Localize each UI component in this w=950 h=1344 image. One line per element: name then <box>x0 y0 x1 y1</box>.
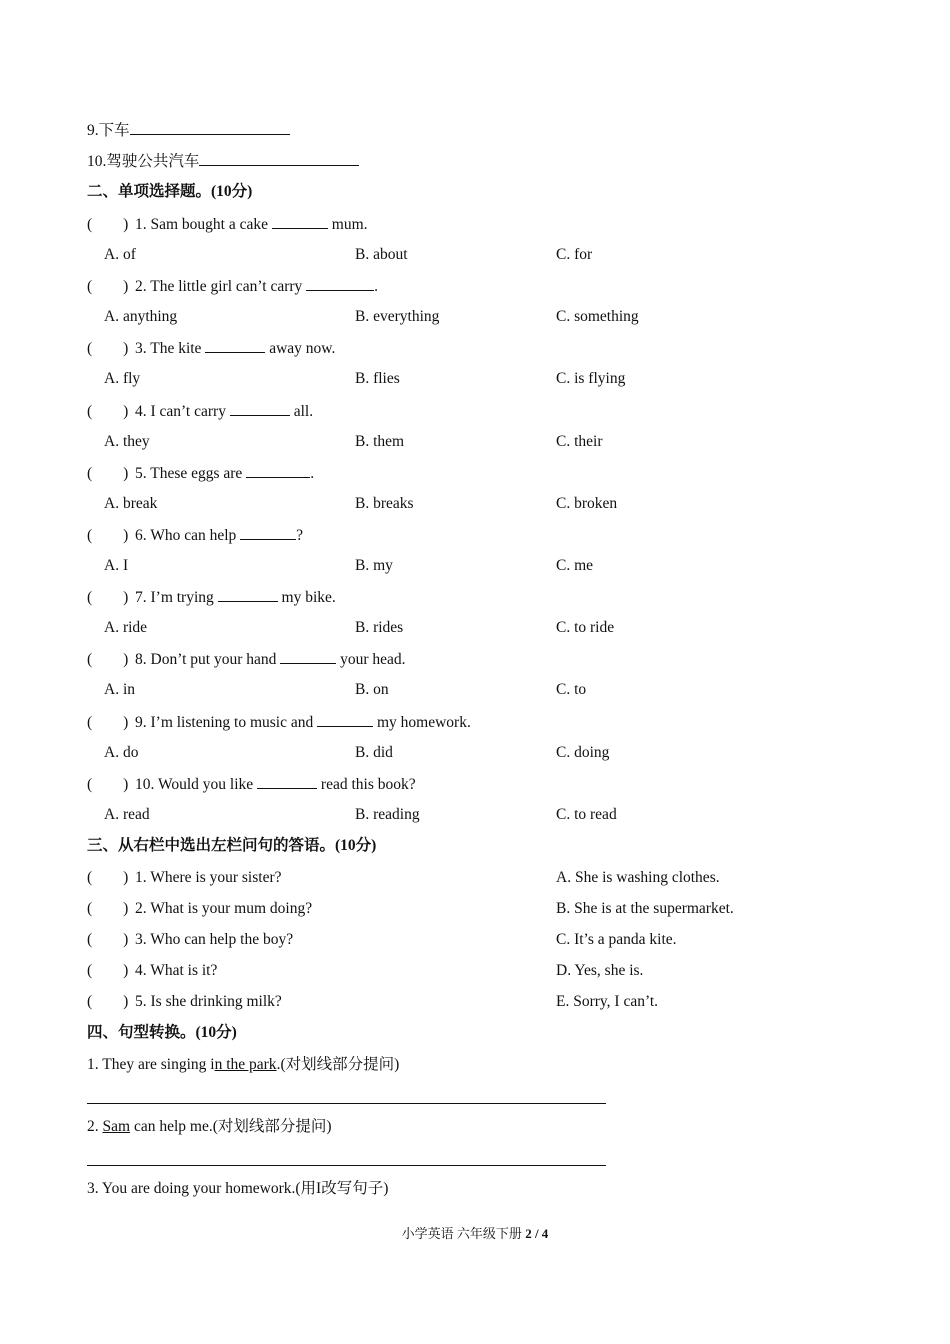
question-10 <box>87 774 416 795</box>
answer-paren[interactable]: ( ) <box>87 713 129 731</box>
question-text: 5. These eggs are <box>135 464 247 482</box>
question-text: all. <box>289 402 314 420</box>
option-c: C. to <box>556 681 587 699</box>
question-blank <box>272 214 328 229</box>
answer-blank[interactable] <box>130 120 290 135</box>
section-3-title: 三、从右栏中选出左栏问句的答语。(10分) <box>87 837 377 854</box>
option-c: C. to ride <box>556 619 615 637</box>
question-9 <box>87 712 471 733</box>
vocab-item-9 <box>87 120 290 141</box>
transform-item-1 <box>87 1055 399 1075</box>
section-4-title: 四、句型转换。(10分) <box>87 1024 237 1041</box>
question-text: 1. Where is your sister? <box>135 869 282 886</box>
question-1 <box>87 214 368 235</box>
option-a: A. do <box>104 743 139 761</box>
option-a: A. they <box>104 432 150 450</box>
answer-paren[interactable]: ( ) <box>87 931 129 949</box>
vocab-label: 10.驾驶公共汽车 <box>87 153 200 170</box>
option-a: A. in <box>104 681 135 699</box>
item-text: can help me.(对划线部分提问) <box>130 1118 332 1135</box>
option-c: C. me <box>556 557 594 574</box>
question-5 <box>87 463 314 484</box>
transform-item-2 <box>87 1117 332 1137</box>
matching-answer: C. It’s a panda kite. <box>556 931 677 949</box>
question-blank <box>218 587 278 602</box>
question-text: ? <box>296 527 304 544</box>
option-b: B. on <box>355 681 389 699</box>
answer-paren[interactable]: ( ) <box>87 651 129 669</box>
option-a: A. read <box>104 805 150 823</box>
option-b: B. about <box>355 246 408 263</box>
answer-paren[interactable]: ( ) <box>87 993 129 1011</box>
question-text: . <box>310 464 315 482</box>
question-blank <box>317 712 373 727</box>
answer-paren[interactable]: ( ) <box>87 464 129 482</box>
question-text: 3. The kite <box>135 340 206 358</box>
option-c: C. to read <box>556 805 617 823</box>
question-4 <box>87 401 313 422</box>
option-b: B. rides <box>355 619 404 637</box>
question-text: my homework. <box>373 713 471 731</box>
question-blank <box>230 401 290 416</box>
question-text: 8. Don’t put your hand <box>135 651 281 669</box>
option-a: A. fly <box>104 370 141 388</box>
matching-question-3 <box>87 930 293 950</box>
matching-answer: B. She is at the supermarket. <box>556 900 734 918</box>
question-text: 3. Who can help the boy? <box>135 931 294 949</box>
question-blank <box>280 649 336 664</box>
answer-paren[interactable]: ( ) <box>87 278 129 296</box>
question-blank <box>257 774 317 789</box>
item-text: 1. They are singing i <box>87 1056 215 1073</box>
question-7 <box>87 587 336 608</box>
footer-text: 小学英语 六年级下册 <box>401 1226 526 1241</box>
question-text: 6. Who can help <box>135 527 241 544</box>
question-text: read this book? <box>317 775 416 793</box>
answer-line[interactable] <box>87 1165 606 1166</box>
answer-paren[interactable]: ( ) <box>87 402 129 420</box>
question-blank <box>205 338 265 353</box>
question-blank <box>306 276 374 291</box>
question-text: . <box>374 278 379 296</box>
answer-paren[interactable]: ( ) <box>87 775 129 793</box>
option-b: B. breaks <box>355 494 414 512</box>
answer-paren[interactable]: ( ) <box>87 527 129 544</box>
answer-paren[interactable]: ( ) <box>87 900 129 918</box>
question-text: my bike. <box>277 589 336 607</box>
answer-line[interactable] <box>87 1103 606 1104</box>
option-a: A. anything <box>104 308 178 326</box>
question-text: 4. What is it? <box>135 962 218 980</box>
option-b: B. did <box>355 743 393 761</box>
answer-paren[interactable]: ( ) <box>87 962 129 980</box>
question-text: 5. Is she drinking milk? <box>135 993 282 1011</box>
question-8 <box>87 649 406 670</box>
question-text: 10. Would you like <box>135 775 258 793</box>
matching-answer: A. She is washing clothes. <box>556 869 720 886</box>
question-blank <box>240 525 296 540</box>
option-c: C. something <box>556 308 639 326</box>
item-text: .(对划线部分提问) <box>276 1056 400 1073</box>
vocab-item-10 <box>87 151 359 172</box>
item-text: 2. <box>87 1118 103 1135</box>
page-number: 2 / 4 <box>525 1226 549 1241</box>
option-a: A. ride <box>104 619 148 637</box>
answer-paren[interactable]: ( ) <box>87 340 129 358</box>
page-footer <box>0 1224 950 1244</box>
question-text: mum. <box>327 216 368 233</box>
question-6 <box>87 525 303 546</box>
answer-blank[interactable] <box>199 151 359 166</box>
section-2-title: 二、单项选择题。(10分) <box>87 183 253 200</box>
answer-paren[interactable]: ( ) <box>87 589 129 607</box>
vocab-label: 9.下车 <box>87 122 130 139</box>
matching-question-2 <box>87 899 312 919</box>
option-b: B. everything <box>355 308 440 326</box>
item-text: 3. You are doing your homework.(用I改写句子) <box>87 1180 389 1197</box>
matching-question-4 <box>87 961 217 981</box>
question-blank <box>246 463 310 478</box>
underlined-text: n the park <box>214 1056 277 1073</box>
transform-item-3 <box>87 1179 388 1199</box>
option-a: A. of <box>104 246 136 263</box>
answer-paren[interactable]: ( ) <box>87 216 129 233</box>
matching-answer: D. Yes, she is. <box>556 962 644 980</box>
option-c: C. doing <box>556 743 610 761</box>
option-c: C. is flying <box>556 370 626 388</box>
answer-paren[interactable]: ( ) <box>87 869 129 886</box>
question-text: away now. <box>265 340 336 358</box>
matching-question-1 <box>87 868 282 888</box>
question-3 <box>87 338 335 359</box>
option-b: B. my <box>355 557 393 574</box>
matching-question-5 <box>87 992 282 1012</box>
question-text: your head. <box>336 651 406 669</box>
option-a: A. I <box>104 557 129 574</box>
question-2 <box>87 276 378 297</box>
question-text: 4. I can’t carry <box>135 402 230 420</box>
underlined-text: Sam <box>102 1118 131 1135</box>
matching-answer: E. Sorry, I can’t. <box>556 993 659 1011</box>
option-b: B. reading <box>355 805 420 823</box>
question-text: 7. I’m trying <box>135 589 218 607</box>
option-c: C. for <box>556 246 593 263</box>
option-b: B. them <box>355 432 405 450</box>
option-c: C. broken <box>556 494 618 512</box>
option-a: A. break <box>104 494 158 512</box>
option-c: C. their <box>556 432 603 450</box>
question-text: 2. The little girl can’t carry <box>135 278 307 296</box>
question-text: 1. Sam bought a cake <box>135 216 272 233</box>
question-text: 2. What is your mum doing? <box>135 900 313 918</box>
option-b: B. flies <box>355 370 400 388</box>
question-text: 9. I’m listening to music and <box>135 713 318 731</box>
